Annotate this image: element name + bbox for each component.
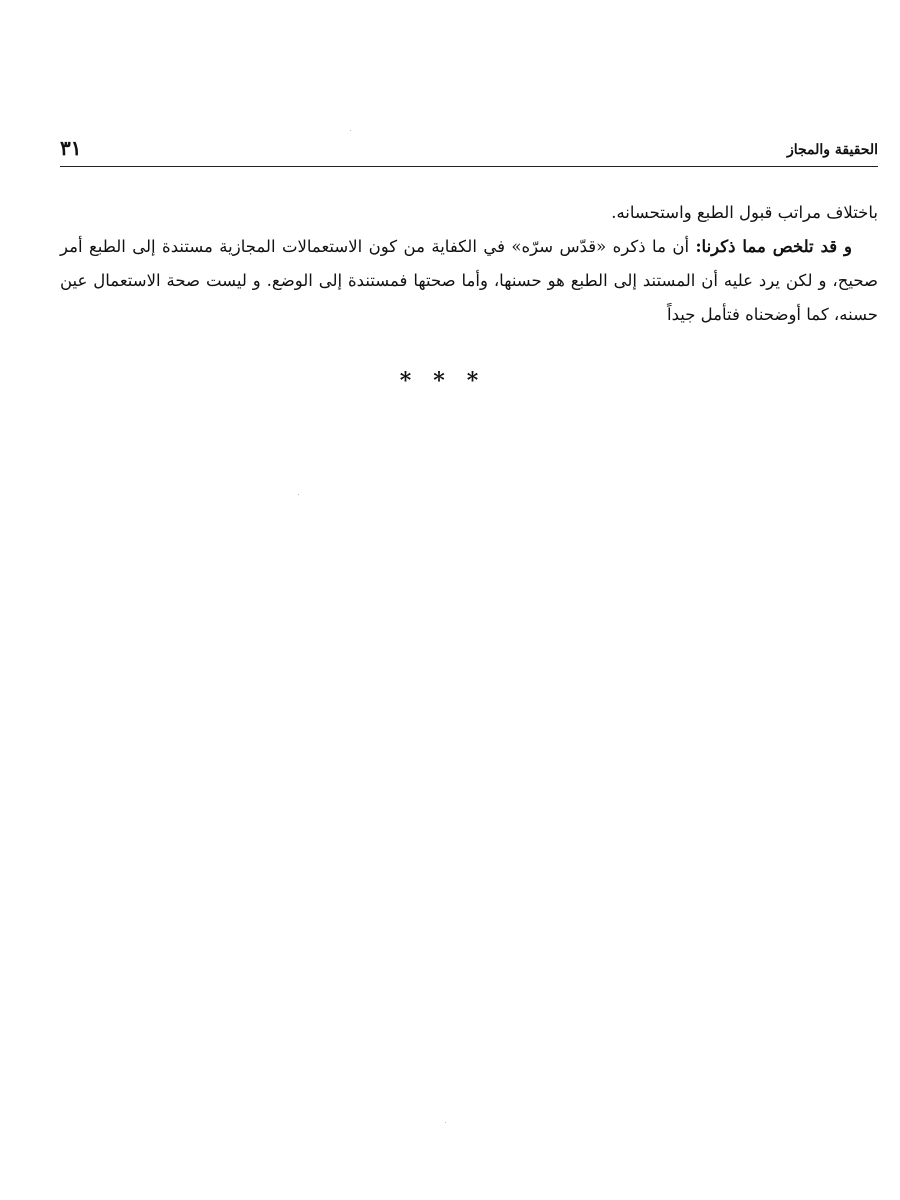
running-head: الحقيقة والمجاز [786, 142, 878, 158]
page-number: ٣١ [60, 136, 82, 160]
body-text [60, 196, 878, 332]
section-separator: *** [399, 368, 501, 394]
scan-speck [445, 1122, 446, 1123]
paragraph-lead: و قد تلخص مما ذكرنا: [695, 237, 853, 256]
scan-speck [350, 130, 351, 131]
paragraph-continuation: باختلاف مراتب قبول الطبع واستحسانه. [611, 203, 878, 222]
scan-speck [298, 494, 299, 495]
paragraph-body: أن ما ذكره «قدّس سرّه» في الكفاية من كون الاستعمالات المجازية مستندة إلى الطبع أمر صحيح، و لكن يرد عليه أن المستند إلى الطبع هو حسنها، وأما صحتها فمستندة إلى الوضع. و ليست صحة الاستعمال عين حسنه، كما أوضحناه فتأمل جيداً [60, 237, 878, 324]
paragraph-summary [60, 230, 878, 332]
page-header [60, 136, 878, 167]
